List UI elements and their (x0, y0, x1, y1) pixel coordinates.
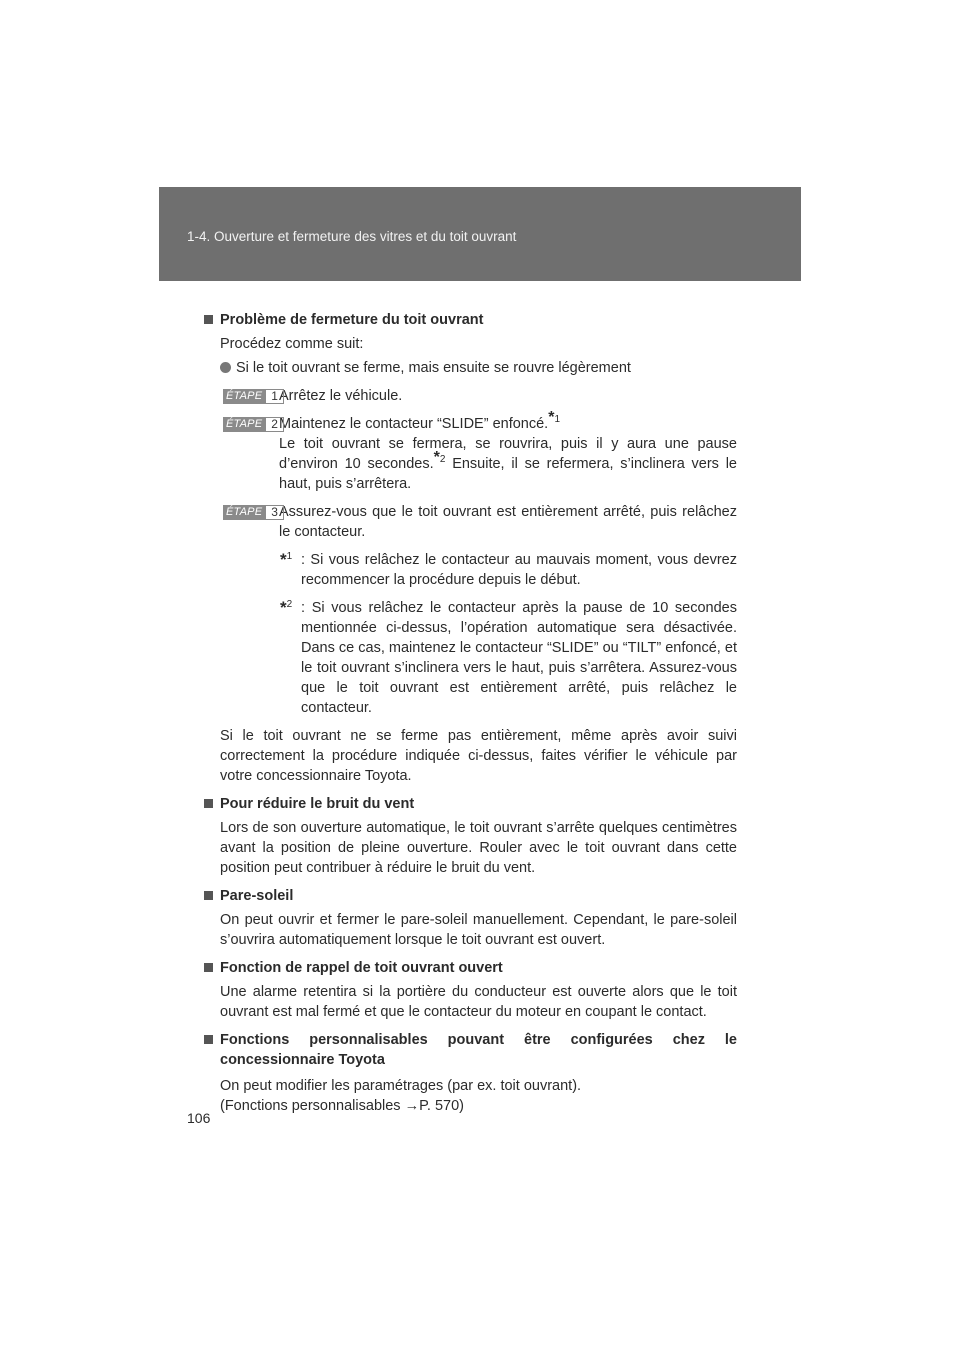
footnote-1: *$^1$ : Si vous relâchez le contacteur au mauvais moment, vous devrez recommencer la procédure depuis le début. (280, 550, 737, 588)
section-heading: Pour réduire le bruit du vent (204, 794, 737, 814)
step-2: ÉTAPE 2 Maintenez le contacteur “SLIDE” enfoncé.$^{*1}$ Le toit ouvrant se fermera, se rouvrira, puis il y aura une pause d’environ 10 secondes.$^{*2}$ Ensuite, il se refermera, s’inclinera vers le haut, puis s’arrêtera. (204, 414, 737, 494)
footnote-number: 1 (286, 551, 293, 563)
section-heading: Problème de fermeture du toit ouvrant (204, 310, 737, 330)
condition-bullet: Si le toit ouvrant se ferme, mais ensuite se rouvre légèrement (204, 358, 737, 378)
section-text: Lors de son ouverture automatique, le toit ouvrant s’arrête quelques centimètres avant la position de pleine ouverture. Rouler avec le toit ouvrant dans cette position peut contribuer à réduire le bruit du vent. (220, 820, 737, 876)
closing-text: Si le toit ouvrant ne se ferme pas entièrement, même après avoir suivi correctement la procédure indiquée ci-dessus, faites vérifier le véhicule par votre concessionnaire Toyota. (220, 728, 737, 784)
arrow-icon: → (404, 1098, 420, 1114)
section-heading: Pare-soleil (204, 886, 737, 906)
footnote-ref: 1 (554, 414, 560, 426)
circle-bullet-icon (220, 362, 231, 373)
square-bullet-icon (204, 1035, 213, 1044)
square-bullet-icon (204, 799, 213, 808)
footnote-number: 2 (286, 599, 293, 611)
page-content (204, 306, 737, 1116)
square-bullet-icon (204, 963, 213, 972)
step-1: ÉTAPE 1 Arrêtez le véhicule. (204, 386, 737, 406)
intro-text: Procédez comme suit: (220, 336, 364, 352)
section-text: On peut ouvrir et fermer le pare-soleil manuellement. Cependant, le pare-soleil s’ouvrira automatiquement lorsque le toit ouvrant est ouvert. (220, 912, 737, 948)
footnote-ref: 2 (439, 454, 446, 466)
section-heading: Fonctions personnalisables pouvant être configurées chez le concessionnaire Toyota (204, 1030, 737, 1070)
footnote-2: *$^2$ : Si vous relâchez le contacteur après la pause de 10 secondes mentionnée ci-dessus, l’opération automatique sera désactivée. Dans ce cas, maintenez le contacteur “SLIDE” ou “TILT” enfoncé, et le toit ouvrant s’inclinera vers le haut, puis s’arrêtera. Assurez-vous que le toit ouvrant est entièrement arrêté, puis relâchez le contacteur. (280, 598, 737, 716)
step-badge: ÉTAPE 2 (223, 417, 284, 432)
square-bullet-icon (204, 891, 213, 900)
page-number: 106 (187, 1110, 211, 1126)
page-reference-link[interactable]: P. 570) (419, 1098, 464, 1114)
step-badge: ÉTAPE 1 (223, 389, 284, 404)
chapter-title: 1-4. Ouverture et fermeture des vitres et du toit ouvrant (187, 229, 517, 244)
square-bullet-icon (204, 315, 213, 324)
section-text: Une alarme retentira si la portière du conducteur est ouverte alors que le toit ouvrant est mal fermé et que le contacteur du moteur en coupant le contact. (220, 984, 737, 1020)
section-heading: Fonction de rappel de toit ouvrant ouvert (204, 958, 737, 978)
section-text: On peut modifier les paramétrages (par ex. toit ouvrant). (Fonctions personnalisables →P. 570) (220, 1078, 582, 1114)
step-badge: ÉTAPE 3 (223, 505, 284, 520)
step-3: ÉTAPE 3 Assurez-vous que le toit ouvrant est entièrement arrêté, puis relâchez le contacteur. (204, 502, 737, 542)
chapter-header (159, 187, 801, 281)
